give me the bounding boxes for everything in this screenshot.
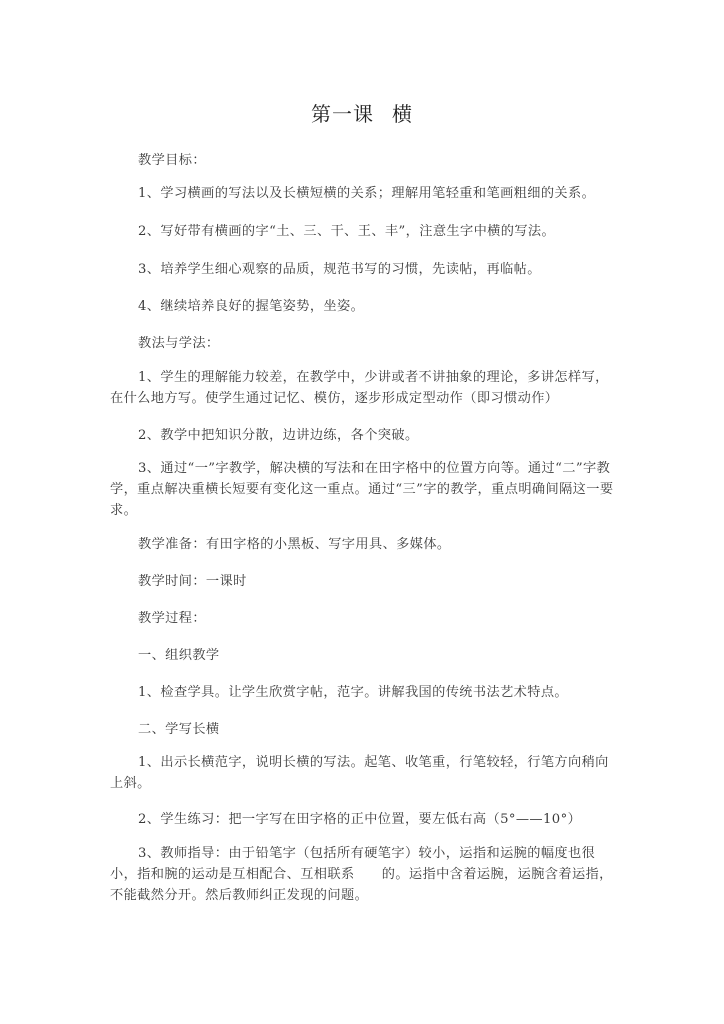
lesson-number: 第一课	[311, 102, 374, 126]
method-item-1: 1、学生的理解能力较差，在教学中，少讲或者不讲抽象的理论，多讲怎样写，在什么地方写。使学生通过记忆、模仿，逐步形成定型动作（即习惯动作）	[110, 370, 609, 406]
method-item-3: 3、通过“一”字教学，解决横的写法和在田字格中的位置方向等。通过“二”字教学，重点解决重横长短要有变化这一重点。通过“三”字的教学，重点明确间隔这一要求。	[110, 461, 614, 518]
objective-item-4: 4、继续培养良好的握笔姿势，坐姿。	[138, 299, 365, 314]
section-heading-process: 教学过程：	[138, 611, 206, 626]
process-step-1-heading: 一、组织教学	[138, 648, 220, 663]
teaching-preparation: 教学准备：有田字格的小黑板、写字用具、多媒体。	[138, 537, 451, 552]
teaching-time: 教学时间：一课时	[138, 574, 247, 589]
process-step-2-item-1: 1、出示长横范字，说明长横的写法。起笔、收笔重，行笔较轻，行笔方向稍向上斜。	[110, 755, 609, 791]
objective-item-1: 1、学习横画的写法以及长横短横的关系；理解用笔轻重和笔画粗细的关系。	[138, 186, 596, 201]
process-step-2-item-3: 3、教师指导：由于铅笔字（包括所有硬笔字）较小，运指和运腕的幅度也很小，指和腕的运动是互相配合、互相联系 的。运指中含着运腕，运腕含着运指，不能截然分开。然后教师纠正发现的问题。	[110, 846, 613, 903]
lesson-topic: 横	[392, 102, 413, 126]
objective-item-2: 2、写好带有横画的字“土、三、干、王、丰”，注意生字中横的写法。	[138, 224, 556, 239]
process-step-2-heading: 二、学写长横	[138, 722, 220, 737]
objective-item-3: 3、培养学生细心观察的品质，规范书写的习惯，先读帖，再临帖。	[138, 262, 541, 277]
section-heading-objectives: 教学目标：	[138, 153, 206, 168]
section-heading-methods: 教法与学法：	[138, 336, 220, 351]
method-item-2: 2、教学中把知识分散，边讲边练，各个突破。	[138, 428, 419, 443]
process-step-1-item-1: 1、检查学具。让学生欣赏字帖，范字。讲解我国的传统书法艺术特点。	[138, 685, 568, 700]
process-step-2-item-2: 2、学生练习：把一字写在田字格的正中位置，要左低右高（5°——10°）	[138, 812, 582, 827]
page-title	[0, 100, 724, 128]
